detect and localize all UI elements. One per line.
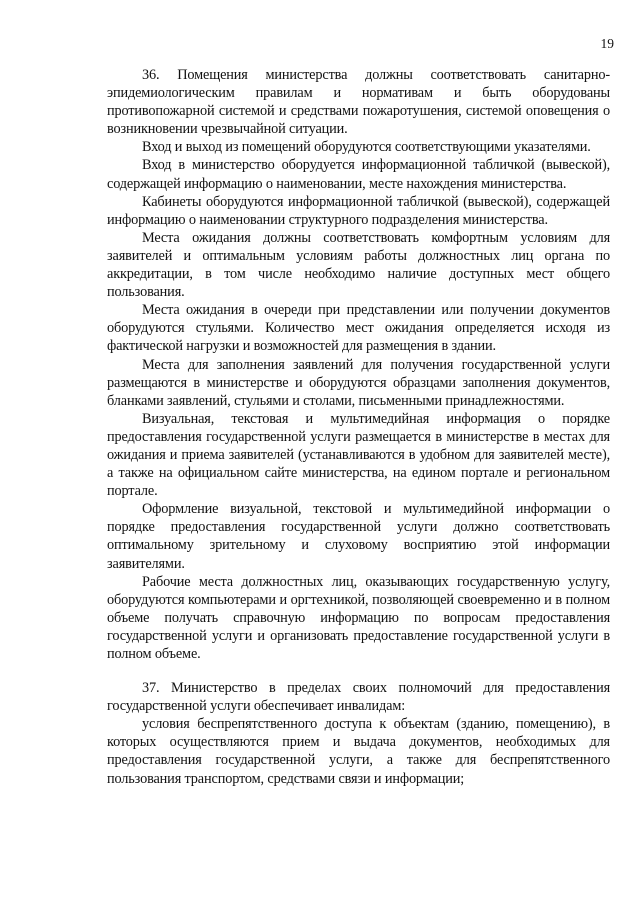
paragraph-visual-info: Визуальная, текстовая и мультимедийная информация о порядке предоставления государственной услуги размещается в министерстве в местах для ожидания и приема заявителей (устанавливаются в удобном для заявителей месте), а также на официальном сайте министерства, на едином портале и региональном портале. bbox=[107, 410, 610, 500]
paragraph-queue-seats: Места ожидания в очереди при представлении или получении документов оборудуются стульями. Количество мест ожидания определяется исходя из фактической нагрузки и возможностей для размещения в здании. bbox=[107, 302, 610, 355]
document-body bbox=[107, 66, 610, 788]
paragraph-36-intro: 36. Помещения министерства должны соответствовать санитарно-эпидемиологическим правилам и нормативам и быть оборудованы противопожарной системой и средствами пожаротушения, системой оповещения о возникновении чрезвычайной ситуации. bbox=[107, 67, 610, 138]
paragraph-entrance-sign: Вход в министерство оборудуется информационной табличкой (вывеской), содержащей информацию о наименовании, месте нахождения министерства. bbox=[107, 157, 610, 192]
paragraph-form-filling: Места для заполнения заявлений для получения государственной услуги размещаются в министерстве и оборудуются образцами заполнения документов, бланками заявлений, стульями и столами, письменными принадлежностями. bbox=[107, 356, 610, 409]
paragraph-37-access: условия беспрепятственного доступа к объектам (зданию, помещению), в которых осуществляются прием и выдача документов, необходимых для предоставления государственной услуги, а также для беспрепятственного пользования транспортом, средствами связи и информации; bbox=[107, 716, 610, 787]
paragraph-waiting-areas: Места ожидания должны соответствовать комфортным условиям для заявителей и оптимальным условиям работы должностных лиц органа по аккредитации, в том числе необходимо наличие доступных мест общего пользования. bbox=[107, 229, 610, 301]
paragraph-office-sign: Кабинеты оборудуются информационной табличкой (вывеской), содержащей информацию о наименовании структурного подразделения министерства. bbox=[107, 193, 610, 228]
paragraph-37-intro: 37. Министерство в пределах своих полномочий для предоставления государственной услуги обеспечивает инвалидам: bbox=[107, 680, 610, 715]
paragraph-info-design: Оформление визуальной, текстовой и мультимедийной информации о порядке предоставления государственной услуги должно соответствовать оптимальному зрительному и слуховому восприятию этой информации заявителями. bbox=[107, 501, 610, 572]
paragraph-workplaces: Рабочие места должностных лиц, оказывающих государственную услугу, оборудуются компьютерами и оргтехникой, позволяющей своевременно и в полном объеме получать справочную информацию по вопросам предоставления государственной услуги и организовать предоставление государственной услуги в полном объеме. bbox=[107, 573, 610, 662]
section-gap bbox=[107, 663, 610, 679]
page-number: 19 bbox=[600, 36, 614, 51]
paragraph-entrance-exit: Вход и выход из помещений оборудуются соответствующими указателями. bbox=[142, 139, 591, 156]
